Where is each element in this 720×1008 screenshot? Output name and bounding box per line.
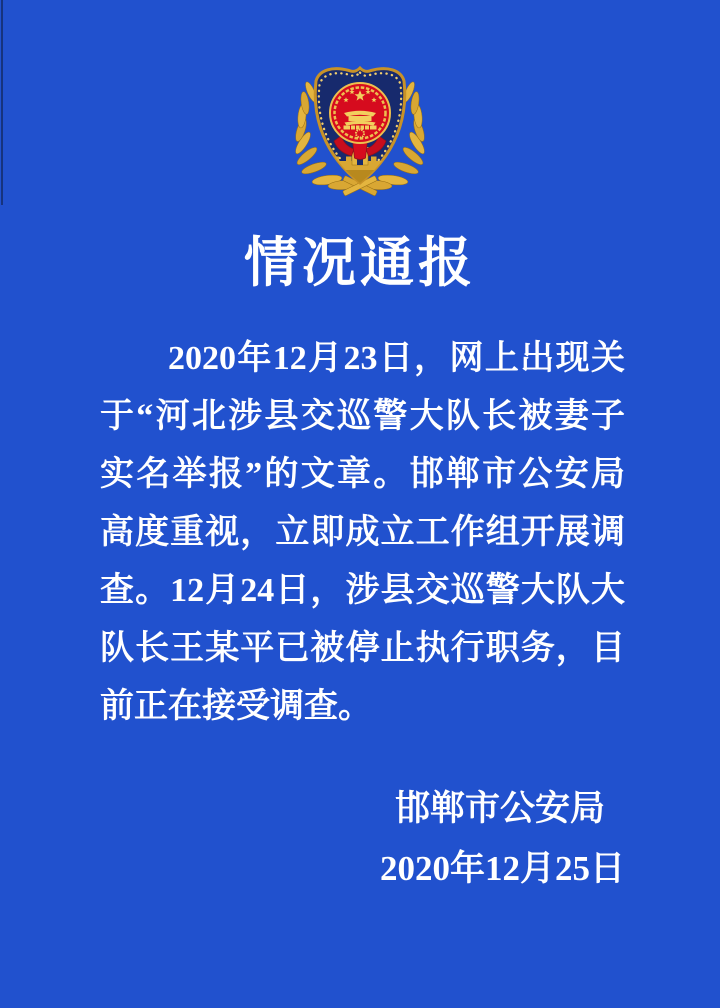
body-line: 查。12月24日，涉县交巡警大队大 (100, 572, 625, 609)
body-line: 前正在接受调查。 (100, 688, 372, 725)
notice-title: 情况通报 (244, 233, 476, 293)
signature-agency: 邯郸市公安局 (394, 789, 605, 828)
signature-date: 2020年12月25日 (379, 849, 625, 888)
body-line: 于“河北涉县交巡警大队长被妻子 (100, 398, 625, 435)
body-line: 实名举报”的文章。邯郸市公安局 (100, 456, 625, 493)
left-edge-artifact-line (1, 0, 3, 205)
police-badge-svg (285, 57, 435, 197)
notice-body (100, 330, 625, 736)
body-line: 2020年12月23日，网上出现关 (168, 340, 625, 377)
police-badge-icon (285, 57, 435, 197)
signature-block (100, 779, 625, 899)
body-line: 高度重视，立即成立工作组开展调 (100, 514, 625, 551)
body-line: 队长王某平已被停止执行职务，目 (100, 630, 625, 667)
